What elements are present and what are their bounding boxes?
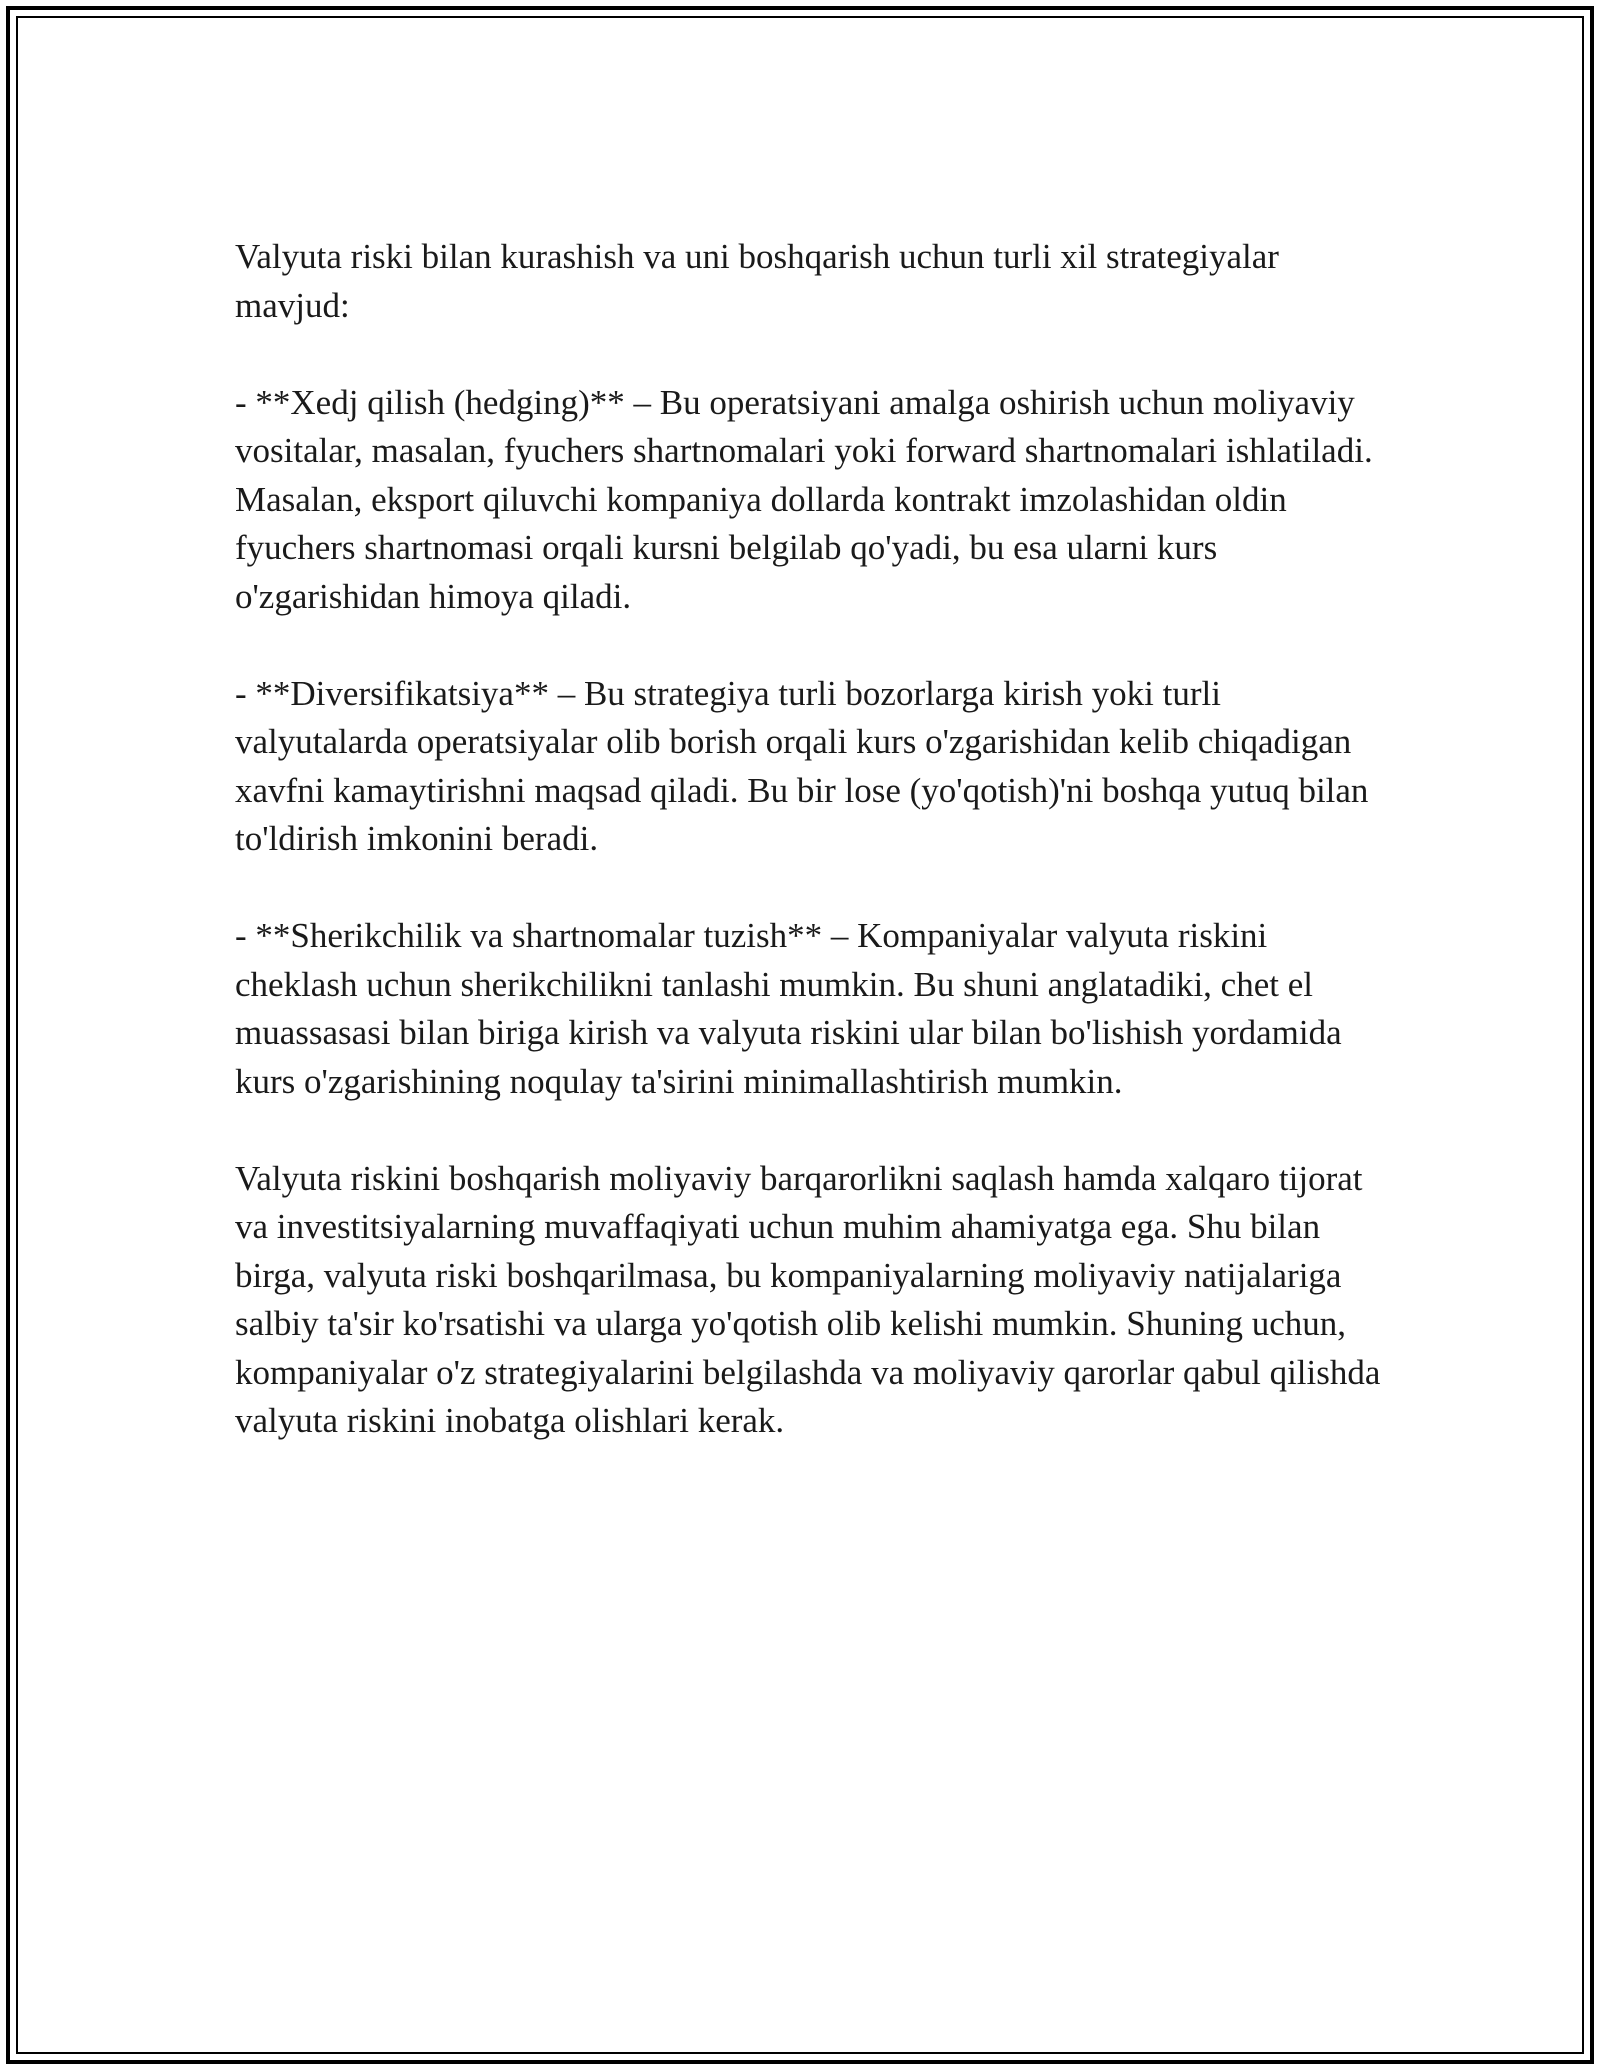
conclusion-paragraph: Valyuta riskini boshqarish moliyaviy barqarorlikni saqlash hamda xalqaro tijorat va investitsiyalarning muvaffaqiyati uchun muhim ahamiyatga ega. Shu bilan birga, valyuta riski boshqarilmasa, bu kompaniyalarning moliyaviy natijalariga salbiy ta'sir ko'rsatishi va ularga yo'qotish olib kelishi mumkin. Shuning uchun, kompaniyalar o'z strategiyalarini belgilashda va moliyaviy qarorlar qabul qilishda valyuta riskini inobatga olishlari kerak. bbox=[235, 1158, 1381, 1440]
partnership-paragraph: - **Sherikchilik va shartnomalar tuzish** – Kompaniyalar valyuta riskini cheklash uchun sherikchilikni tanlashi mumkin. Bu shuni anglatadiki, chet el muassasasi bilan biriga kirish va valyuta riskini ular bilan bo'lishish yordamida kurs o'zgarishining noqulay ta'sirini minimallashtirish mumkin. bbox=[235, 916, 1342, 1101]
intro-paragraph: Valyuta riski bilan kurashish va uni boshqarish uchun turli xil strategiyalar mavjud: bbox=[235, 237, 1279, 325]
diversification-paragraph: - **Diversifikatsiya** – Bu strategiya turli bozorlarga kirish yoki turli valyutalarda operatsiyalar olib borish orqali kurs o'zgarishidan kelib chiqadigan xavfni kamaytirishni maqsad qiladi. Bu bir lose (yo'qotish)'ni boshqa yutuq bilan to'ldirish imkonini beradi. bbox=[235, 673, 1369, 858]
document-body bbox=[235, 233, 1385, 1494]
hedging-paragraph: - **Xedj qilish (hedging)** – Bu operatsiyani amalga oshirish uchun moliyaviy vositalar, masalan, fyuchers shartnomalari yoki forward shartnomalari ishlatiladi. Masalan, eksport qiluvchi kompaniya dollarda kontrakt imzolashidan oldin fyuchers shartnomasi orqali kursni belgilab qo'yadi, bu esa ularni kurs o'zgarishidan himoya qiladi. bbox=[235, 382, 1373, 616]
